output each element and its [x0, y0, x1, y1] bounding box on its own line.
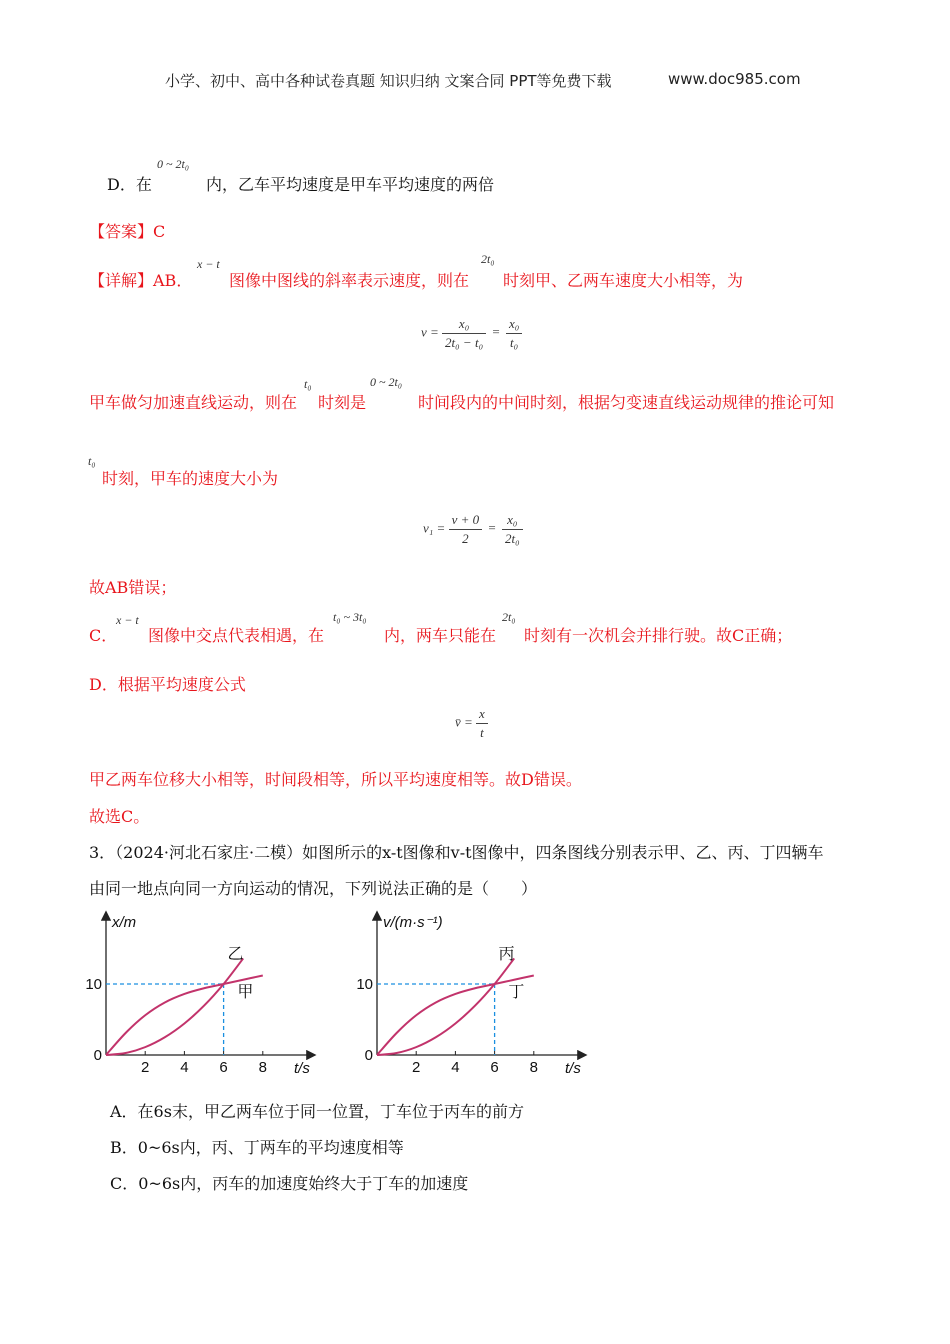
explain-c-prefix: C．	[89, 626, 118, 645]
equation-v	[421, 316, 522, 351]
explain-ab-text1: 图像中图线的斜率表示速度，则在	[229, 271, 470, 290]
eq2-num1: v + 0	[449, 512, 483, 530]
eq1-lhs: v =	[421, 324, 439, 340]
explain-line2-range: 0 ~ 2t₀	[370, 375, 402, 389]
eq1-num2: x₀	[506, 316, 522, 334]
explain-line3-t0: t₀	[88, 454, 96, 468]
eq3-lhs: v̄ =	[455, 714, 473, 730]
x-tick-label: 4	[180, 1059, 189, 1076]
x-tick-label: 6	[219, 1059, 228, 1076]
option-a[interactable]: A．在6s末，甲乙两车位于同一位置，丁车位于丙车的前方	[110, 1102, 524, 1121]
eq3-frac	[476, 706, 488, 741]
option-d-prefix: D．在	[107, 175, 152, 194]
question3-line2: 由同一地点向同一方向运动的情况，下列说法正确的是（ ）	[89, 879, 538, 898]
explain-line3: 时刻，甲车的速度大小为	[102, 469, 279, 488]
origin-label: 0	[364, 1047, 373, 1064]
chart-xt	[82, 905, 327, 1085]
question3-line1: 3．（2024·河北石家庄·二模）如图所示的x-t图像和v-t图像中，四条图线分别表示甲、乙、丙、丁四辆车	[89, 843, 824, 862]
eq3-num: x	[476, 706, 488, 724]
explain-line2-t0: t₀	[304, 377, 312, 391]
y-tick-label: 10	[356, 976, 373, 993]
explain-line2-c: 时间段内的中间时刻，根据匀变速直线运动规律的推论可知	[418, 393, 835, 412]
explain-ab-prefix: 【详解】AB．	[89, 271, 193, 290]
option-d-range: 0 ~ 2t₀	[157, 157, 189, 171]
option-b[interactable]: B．0~6s内，丙、丁两车的平均速度相等	[110, 1138, 404, 1157]
x-tick-label: 2	[412, 1059, 421, 1076]
explain-d-text: D．根据平均速度公式	[89, 675, 246, 694]
option-d-text: 内，乙车平均速度是甲车平均速度的两倍	[206, 175, 495, 194]
x-tick-label: 2	[141, 1059, 150, 1076]
explain-xt: x − t	[197, 257, 220, 271]
eq2-frac1	[449, 512, 483, 547]
eq2-equals: =	[488, 520, 496, 536]
equation-v1	[423, 512, 523, 547]
explain-c-text1: 图像中交点代表相遇，在	[148, 626, 325, 645]
eq1-frac1	[442, 316, 486, 351]
x-tick-label: 4	[451, 1059, 460, 1076]
series-line-0	[377, 958, 514, 1055]
answer-label: 【答案】C	[89, 222, 166, 241]
option-c[interactable]: C．0~6s内，丙车的加速度始终大于丁车的加速度	[110, 1174, 469, 1193]
y-axis-label: v/(m·s⁻¹)	[383, 914, 443, 931]
x-axis-label: t/s	[294, 1060, 310, 1077]
explain-c-text3: 时刻有一次机会并排行驶。故C正确；	[524, 626, 793, 645]
eq1-den2: t₀	[510, 335, 519, 350]
x-tick-label: 8	[258, 1059, 267, 1076]
eq2-den2: 2t₀	[504, 531, 520, 546]
x-axis-label: t/s	[565, 1060, 581, 1077]
eq2-den1: 2	[462, 531, 469, 546]
eq2-num2: x₀	[502, 512, 523, 530]
explain-c-range: t₀ ~ 3t₀	[333, 610, 367, 624]
header-site-link[interactable]: www.doc985.com	[668, 70, 801, 88]
y-tick-label: 10	[85, 976, 102, 993]
series-label-1: 甲	[237, 983, 254, 1001]
eq1-num1: x₀	[442, 316, 486, 334]
chart-vt	[353, 905, 598, 1085]
x-tick-label: 6	[490, 1059, 499, 1076]
series-label-0: 乙	[227, 946, 244, 964]
explain-ab-text2: 时刻甲、乙两车速度大小相等，为	[503, 271, 744, 290]
explain-d-conclusion: 甲乙两车位移大小相等，时间段相等，所以平均速度相等。故D错误。	[89, 770, 582, 789]
explain-c-xt: x − t	[116, 613, 139, 627]
series-line-0	[106, 958, 243, 1055]
eq1-equals: =	[492, 324, 500, 340]
origin-label: 0	[93, 1047, 102, 1064]
eq1-den1: 2t₀ − t₀	[445, 335, 484, 350]
explain-ab-wrong: 故AB错误；	[89, 578, 177, 597]
explain-final: 故选C。	[89, 807, 150, 826]
eq2-frac2	[502, 512, 523, 547]
header-tagline: 小学、初中、高中各种试卷真题 知识归纳 文案合同 PPT等免费下载	[165, 72, 612, 90]
eq3-den: t	[480, 725, 484, 740]
series-label-0: 丙	[498, 946, 515, 964]
explain-line2-a: 甲车做匀加速直线运动，则在	[89, 393, 298, 412]
explain-line2-b: 时刻是	[318, 393, 367, 412]
equation-mean-v	[455, 706, 488, 741]
explain-c-two-t0: 2t₀	[502, 610, 516, 624]
eq1-frac2	[506, 316, 522, 351]
series-label-1: 丁	[508, 983, 525, 1001]
x-tick-label: 8	[529, 1059, 538, 1076]
eq2-lhs: v₁ =	[423, 520, 446, 536]
y-axis-label: x/m	[112, 914, 137, 931]
explain-c-text2: 内，两车只能在	[384, 626, 497, 645]
explain-two-t0: 2t₀	[481, 252, 495, 266]
